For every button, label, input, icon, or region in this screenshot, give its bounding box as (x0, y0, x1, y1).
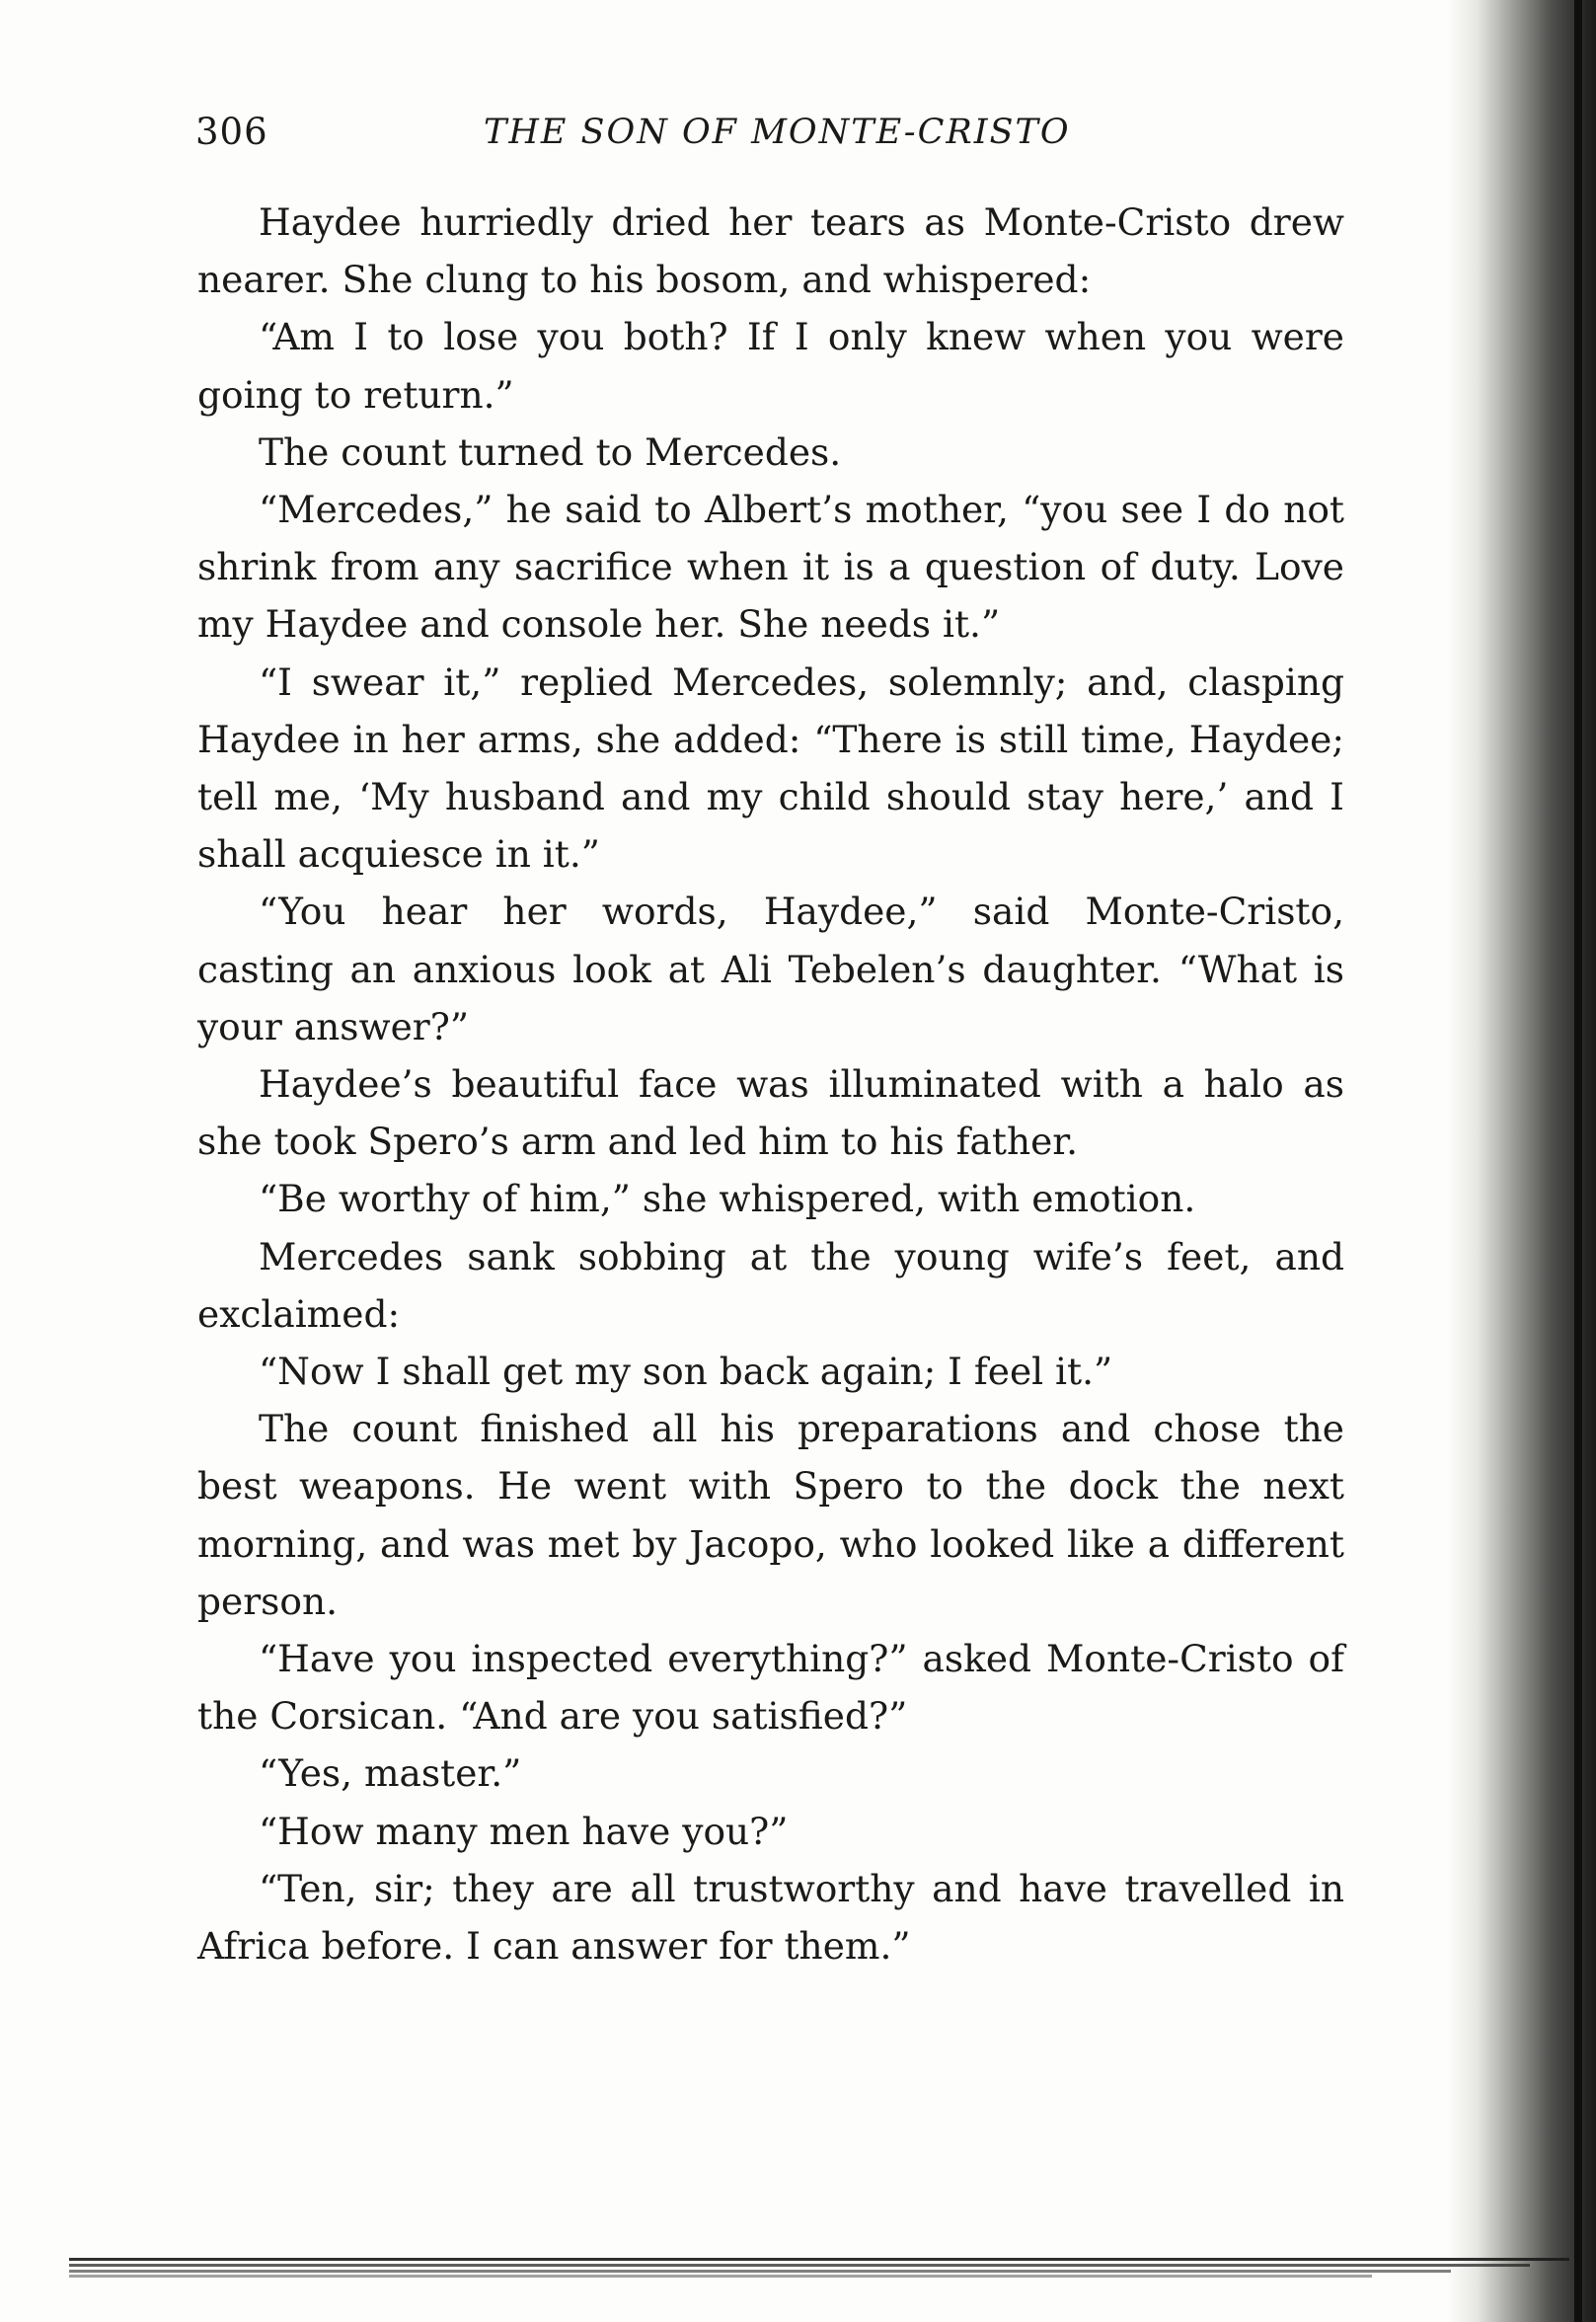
paragraph: “Now I shall get my son back again; I feel it.” (259, 1350, 1113, 1394)
running-title: THE SON OF MONTE-CRISTO (484, 113, 1071, 152)
paragraph: “You hear her words, Haydee,” said Monte-Cristo, casting an anxious look at Ali Tebelen’s daughter. “What is your answer?” (197, 890, 1344, 1048)
paragraph: “Mercedes,” he said to Albert’s mother, “you see I do not shrink from any sacrifice when it is a question of duty. Love my Haydee and console her. She needs it.” (197, 488, 1344, 647)
page-header (195, 111, 1084, 166)
paragraph: Mercedes sank sobbing at the young wife’s feet, and exclaimed: (197, 1234, 1344, 1336)
paragraph: “Yes, master.” (259, 1751, 522, 1796)
paragraph: “Ten, sir; they are all trustworthy and have travelled in Africa before. I can answer for them.” (197, 1866, 1344, 1969)
paragraph: “Be worthy of him,” she whispered, with emotion. (259, 1177, 1196, 1221)
paragraph: Haydee’s beautiful face was illuminated with a halo as she took Spero’s arm and led him to his father. (197, 1062, 1344, 1164)
page-binding-edge (1448, 0, 1596, 2322)
paragraph: The count finished all his preparations and chose the best weapons. He went with Spero to the dock the next morning, and was met by Jacopo, who looked like a different person. (197, 1407, 1344, 1623)
paragraph: Haydee hurriedly dried her tears as Monte-Cristo drew nearer. She clung to his bosom, and whispered: (197, 200, 1344, 302)
paragraph: The count turned to Mercedes. (259, 429, 842, 474)
paragraph: “I swear it,” replied Mercedes, solemnly; and, clasping Haydee in her arms, she added: “There is still time, Haydee; tell me, ‘My husband and my child should stay here,’ and I shall acquiesce in it.” (197, 659, 1344, 877)
page-number: 306 (195, 111, 268, 153)
paragraph: “Have you inspected everything?” asked Monte-Cristo of the Corsican. “And are you satisfied?” (197, 1637, 1344, 1739)
bottom-edge-rule (69, 2256, 1569, 2278)
paragraph: “Am I to lose you both? If I only knew when you were going to return.” (197, 315, 1344, 417)
body-text (197, 194, 1344, 1974)
paragraph: “How many men have you?” (259, 1809, 789, 1853)
